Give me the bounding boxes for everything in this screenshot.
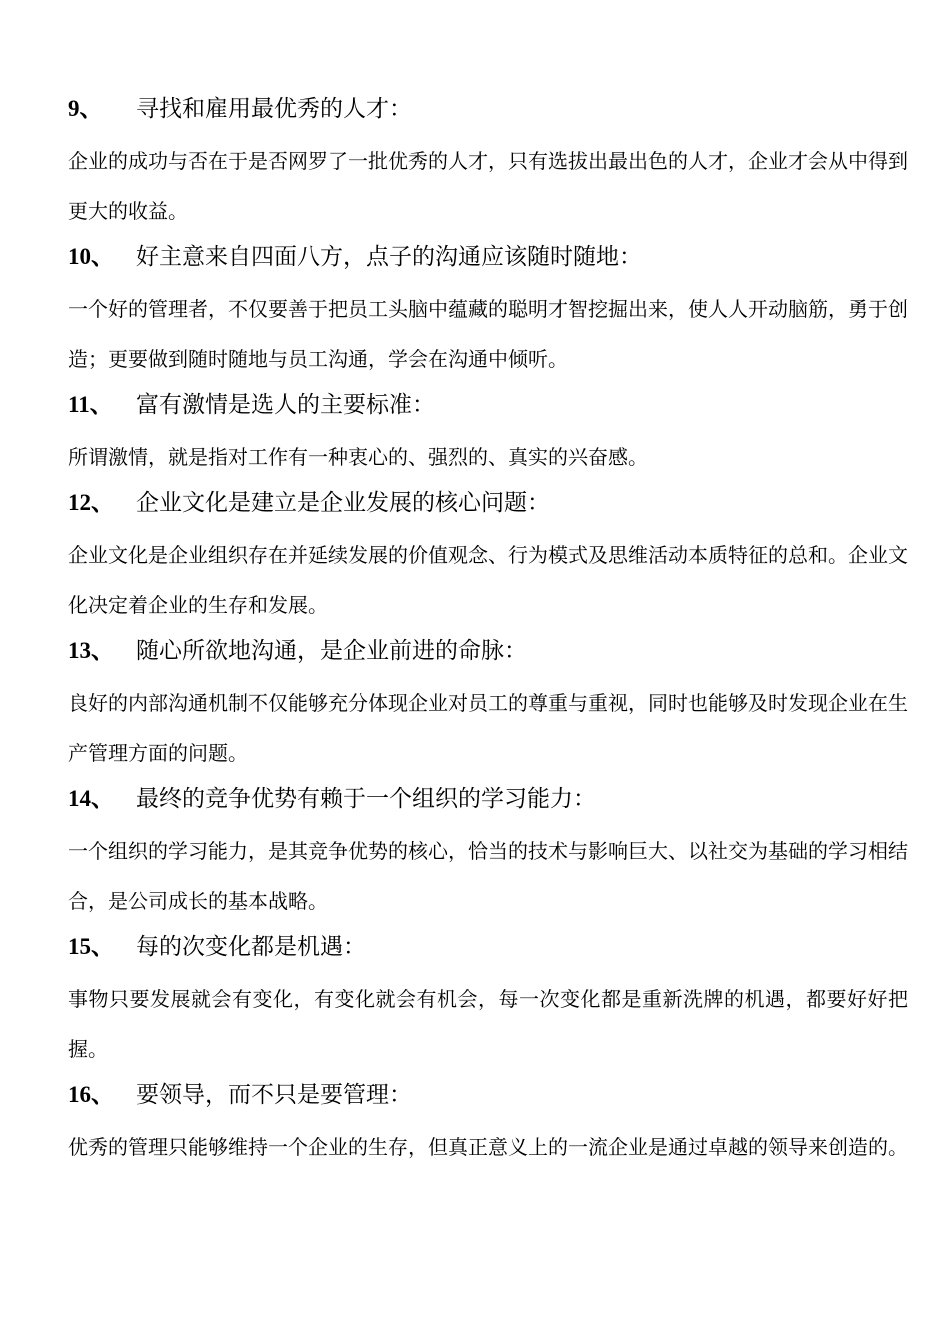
- section-number: 10、: [68, 244, 114, 269]
- section-number: 14、: [68, 786, 114, 811]
- section-heading: [68, 88, 908, 130]
- section-9: [68, 88, 908, 236]
- section-body: 企业的成功与否在于是否网罗了一批优秀的人才，只有选拔出最出色的人才，企业才会从中得到更大的收益。: [68, 149, 908, 223]
- section-body: 所谓激情，就是指对工作有一种衷心的、强烈的、真实的兴奋感。: [68, 445, 648, 469]
- section-body: 良好的内部沟通机制不仅能够充分体现企业对员工的尊重与重视，同时也能够及时发现企业在生产管理方面的问题。: [68, 691, 908, 765]
- section-title: 要领导，而不只是要管理：: [136, 1082, 412, 1108]
- section-title: 寻找和雇用最优秀的人才：: [136, 96, 412, 122]
- section-number: 16、: [68, 1082, 114, 1107]
- section-number: 11、: [68, 392, 113, 417]
- section-12: [68, 482, 908, 630]
- section-heading: [68, 384, 908, 426]
- section-title: 富有激情是选人的主要标准：: [136, 392, 435, 418]
- section-body: 一个好的管理者，不仅要善于把员工头脑中蕴藏的聪明才智挖掘出来，使人人开动脑筋，勇于创造；更要做到随时随地与员工沟通，学会在沟通中倾听。: [68, 297, 908, 371]
- section-heading: [68, 778, 908, 820]
- section-10: [68, 236, 908, 384]
- section-15: [68, 926, 908, 1074]
- section-body: 事物只要发展就会有变化，有变化就会有机会，每一次变化都是重新洗牌的机遇，都要好好把握。: [68, 987, 908, 1061]
- section-body: 一个组织的学习能力，是其竞争优势的核心，恰当的技术与影响巨大、以社交为基础的学习相结合，是公司成长的基本战略。: [68, 839, 908, 913]
- section-title: 企业文化是建立是企业发展的核心问题：: [136, 490, 550, 516]
- section-14: [68, 778, 908, 926]
- section-heading: [68, 236, 908, 278]
- section-number: 13、: [68, 638, 114, 663]
- section-number: 15、: [68, 934, 114, 959]
- section-title: 随心所欲地沟通，是企业前进的命脉：: [136, 638, 527, 664]
- section-title: 最终的竞争优势有赖于一个组织的学习能力：: [136, 786, 596, 812]
- section-body: 企业文化是企业组织存在并延续发展的价值观念、行为模式及思维活动本质特征的总和。企业文化决定着企业的生存和发展。: [68, 543, 908, 617]
- section-heading: [68, 630, 908, 672]
- section-13: [68, 630, 908, 778]
- section-11: [68, 384, 908, 482]
- section-number: 9、: [68, 96, 103, 121]
- section-title: 好主意来自四面八方，点子的沟通应该随时随地：: [136, 244, 642, 270]
- section-heading: [68, 1074, 908, 1116]
- section-heading: [68, 482, 908, 524]
- document-page: [68, 88, 908, 1172]
- section-title: 每的次变化都是机遇：: [136, 934, 366, 960]
- section-body: 优秀的管理只能够维持一个企业的生存，但真正意义上的一流企业是通过卓越的领导来创造的。: [68, 1135, 908, 1159]
- section-heading: [68, 926, 908, 968]
- section-16: [68, 1074, 908, 1172]
- section-number: 12、: [68, 490, 114, 515]
